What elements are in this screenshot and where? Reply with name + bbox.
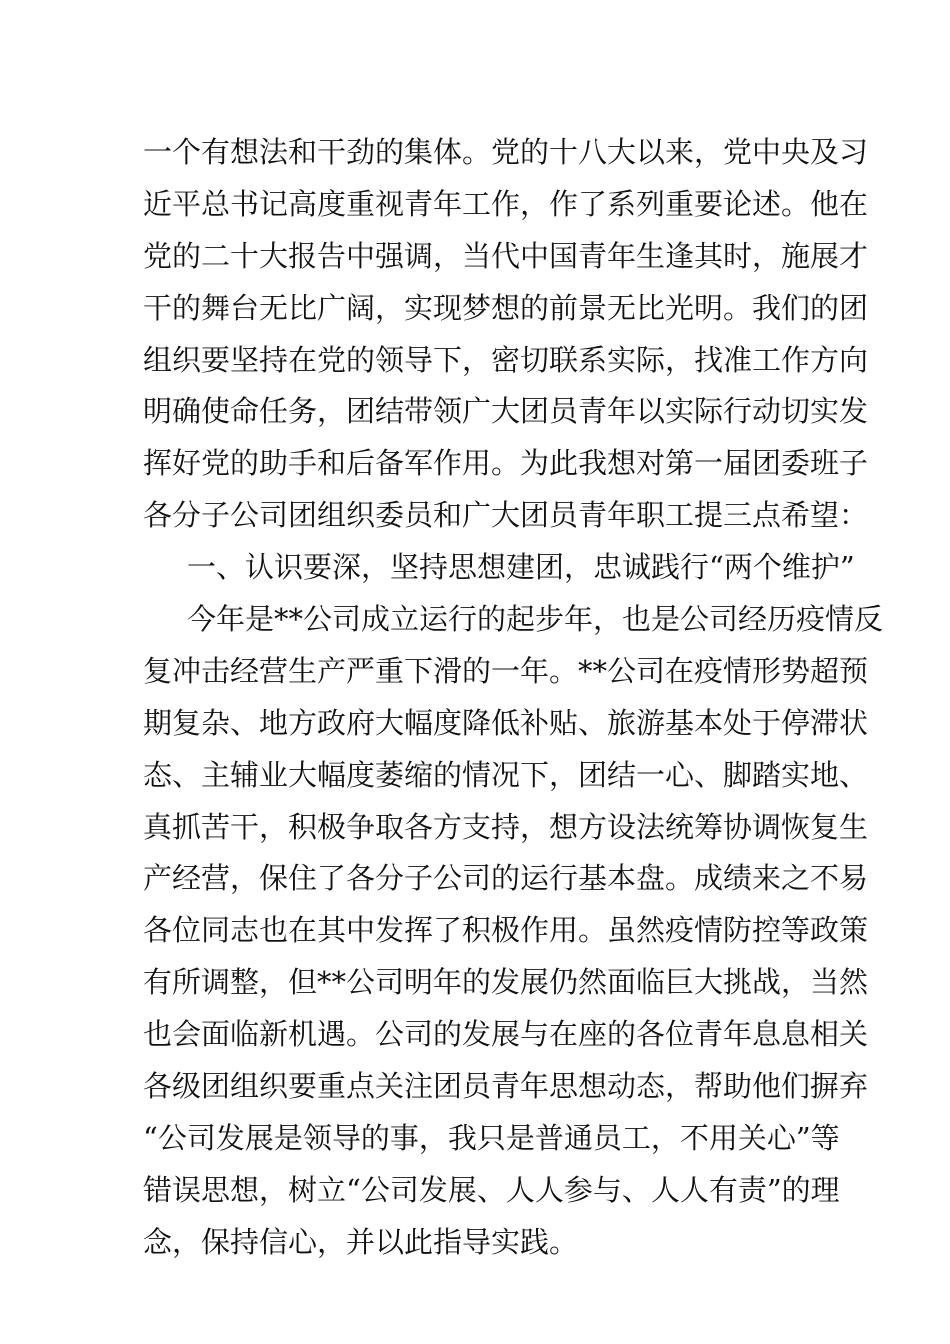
text-line: 期复杂、地方政府大幅度降低补贴、旅游基本处于停滞状 xyxy=(143,705,869,740)
paragraph-first-line: 今年是**公司成立运行的起步年，也是公司经历疫情反 xyxy=(187,602,884,637)
text-line: 复冲击经营生产严重下滑的一年。**公司在疫情形势超预 xyxy=(143,653,869,688)
body-text xyxy=(143,127,884,1269)
text-line: 各位同志也在其中发挥了积极作用。虽然疫情防控等政策 xyxy=(143,913,869,948)
text-line: 党的二十大报告中强调，当代中国青年生逢其时，施展才 xyxy=(143,238,869,273)
text-line: 干的舞台无比广阔，实现梦想的前景无比光明。我们的团 xyxy=(143,290,869,325)
text-line: 近平总书记高度重视青年工作，作了系列重要论述。他在 xyxy=(143,186,869,221)
text-line: 组织要坚持在党的领导下，密切联系实际，找准工作方向 xyxy=(143,342,869,377)
text-line: 态、主辅业大幅度萎缩的情况下，团结一心、脚踏实地、 xyxy=(143,757,869,792)
text-line: 明确使命任务，团结带领广大团员青年以实际行动切实发 xyxy=(143,394,869,429)
text-line: 各级团组织要重点关注团员青年思想动态，帮助他们摒弃 xyxy=(143,1069,869,1104)
text-line: 念，保持信心，并以此指导实践。 xyxy=(143,1224,579,1259)
text-line: 错误思想，树立“公司发展、人人参与、人人有责”的理 xyxy=(143,1172,840,1207)
text-line: 也会面临新机遇。公司的发展与在座的各位青年息息相关 xyxy=(143,1017,869,1052)
section-heading: 一、认识要深，坚持思想建团，忠诚践行“两个维护” xyxy=(187,550,855,585)
text-line: 一个有想法和干劲的集体。党的十八大以来，党中央及习 xyxy=(143,135,869,169)
text-line: 有所调整，但**公司明年的发展仍然面临巨大挑战，当然 xyxy=(143,965,869,1000)
text-line: 各分子公司团组织委员和广大团员青年职工提三点希望： xyxy=(143,498,869,533)
text-line: “公司发展是领导的事，我只是普通员工，不用关心”等 xyxy=(143,1120,840,1155)
text-line: 挥好党的助手和后备军作用。为此我想对第一届团委班子 xyxy=(143,446,869,481)
text-line: 真抓苦干，积极争取各方支持，想方设法统筹协调恢复生 xyxy=(143,809,869,844)
text-line: 产经营，保住了各分子公司的运行基本盘。成绩来之不易 xyxy=(143,861,869,896)
